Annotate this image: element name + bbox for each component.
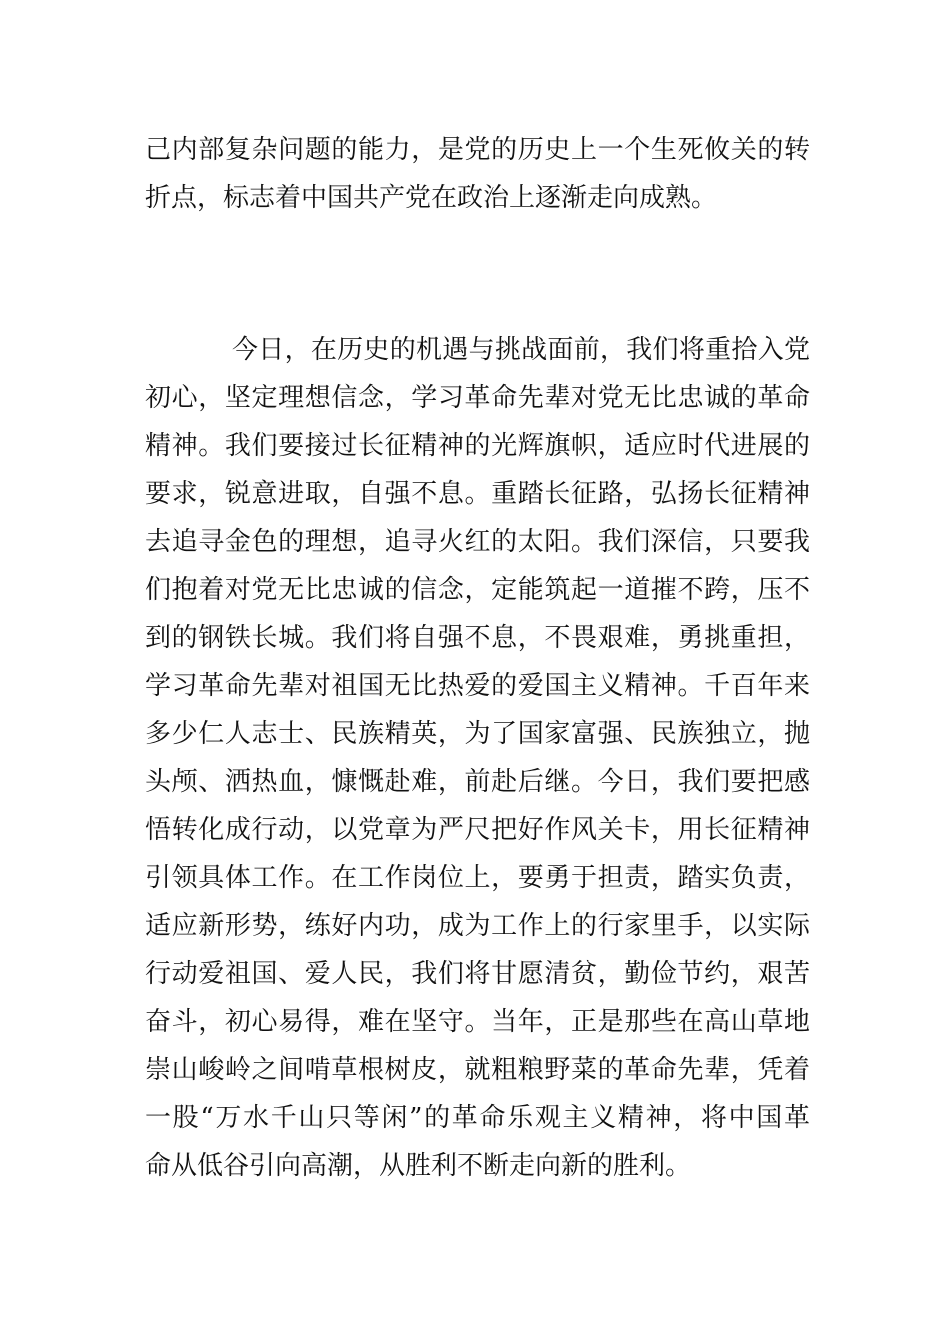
text-line: 们抱着对党无比忠诚的信念，定能筑起一道摧不跨，压不 bbox=[145, 575, 810, 605]
text-line: 命从低谷引向高潮，从胜利不断走向新的胜利。 bbox=[145, 1151, 692, 1181]
text-line: 适应新形势，练好内功，成为工作上的行家里手，以实际 bbox=[145, 911, 810, 941]
text-line: 一股“万水千山只等闲”的革命乐观主义精神，将中国革 bbox=[145, 1103, 810, 1133]
text-line: 悟转化成行动，以党章为严尺把好作风关卡，用长征精神 bbox=[145, 815, 810, 845]
text-line: 到的钢铁长城。我们将自强不息，不畏艰难，勇挑重担， bbox=[145, 623, 810, 653]
text-line: 己内部复杂问题的能力，是党的历史上一个生死攸关的转 bbox=[145, 135, 810, 165]
text-line: 头颅、洒热血，慷慨赴难，前赴后继。今日，我们要把感 bbox=[145, 767, 810, 797]
text-line: 行动爱祖国、爱人民，我们将甘愿清贫，勤俭节约，艰苦 bbox=[145, 959, 810, 989]
text-line: 学习革命先辈对祖国无比热爱的爱国主义精神。千百年来 bbox=[145, 671, 810, 701]
text-line: 折点，标志着中国共产党在政治上逐渐走向成熟。 bbox=[145, 183, 718, 213]
text-line: 精神。我们要接过长征精神的光辉旗帜，适应时代进展的 bbox=[145, 431, 810, 461]
text-line: 多少仁人志士、民族精英，为了国家富强、民族独立，抛 bbox=[145, 719, 810, 749]
text-line: 今日，在历史的机遇与挑战面前，我们将重拾入党 bbox=[232, 335, 810, 365]
text-line: 引领具体工作。在工作岗位上，要勇于担责，踏实负责， bbox=[145, 863, 810, 893]
text-line: 要求，锐意进取，自强不息。重踏长征路，弘扬长征精神 bbox=[145, 479, 810, 509]
text-line: 初心，坚定理想信念，学习革命先辈对党无比忠诚的革命 bbox=[145, 383, 810, 413]
text-line: 崇山峻岭之间啃草根树皮，就粗粮野菜的革命先辈，凭着 bbox=[145, 1055, 810, 1085]
text-line: 奋斗，初心易得，难在坚守。当年，正是那些在高山草地 bbox=[145, 1007, 810, 1037]
text-line: 去追寻金色的理想，追寻火红的太阳。我们深信，只要我 bbox=[145, 527, 810, 557]
